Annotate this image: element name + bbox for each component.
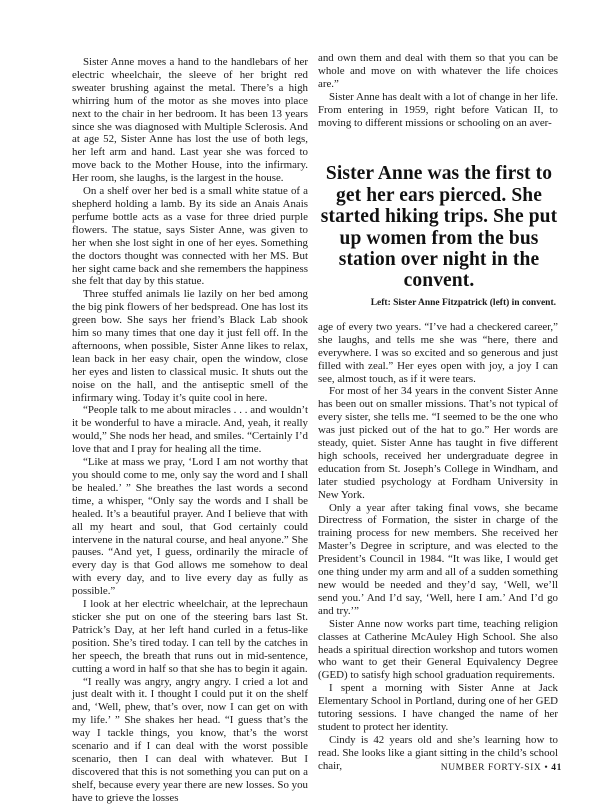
paragraph: Only a year after taking final vows, she became Directress of Formation, the sister in charge of the training process for new members. She received her Master’s Degree in scripture, and was elected to the President’s Council in 1984. “It was like, I would get one thing under my arm and all of a sudden something new would be needed and they’d say, ‘Well, we’ll send you.’ And I’d say, ‘Well, here I am.’ And I’d go and try.’” [318, 501, 558, 617]
paragraph: “I really was angry, angry angry. I cried a lot and just dealt with it. I thought I could put it on the shelf and, ‘Well, phew, that’s over, now I can get on with my life.’ ” She shakes her head. “I guess that’s the way I tackle things, you know, that’s the worst scenario and if I can deal with the worst possible scenario, then I can deal with whatever. But I discovered that this is not something you can put on a shelf, because every year there are new losses. So you have to grieve the losses [72, 675, 308, 804]
paragraph: I look at her electric wheelchair, at the leprechaun sticker she put on one of the steering bars last St. Patrick’s Day, at her left hand curled in a fetus-like position. She’s tired today. I can tell by the catches in her speech, the breath that runs out in mid-sentence, cutting a word in half so that she has to begin it again. [72, 598, 308, 675]
paragraph-continued: age of every two years. “I’ve had a checkered career,” she laughs, and tells me she was “here, there and everywhere. I was so excited and so generous and just filled with zeal.” Her eyes open with joy, a joy I can see, almost touch, as if it were tears. [318, 320, 558, 385]
paragraph: On a shelf over her bed is a small white statue of a shepherd holding a lamb. By its side an Anais Anais perfume bottle acts as a vase for three dried purple flowers. The statue, says Sister Anne, was given to her when she lost sight in one of her eyes. Something the doctors thought was connected with her MS. But her sight came back and she remembers the happiness she felt that day by this statue. [72, 185, 308, 288]
pull-quote: Sister Anne was the first to get her ears pierced. She started hiking trips. She put up women from the bus station over night in the convent. [320, 163, 558, 292]
issue-label: NUMBER FORTY-SIX [440, 763, 542, 773]
right-column [318, 52, 558, 773]
paragraph: Sister Anne moves a hand to the handlebars of her electric wheelchair, the sleeve of her bright red sweater brushing against the metal. There’s a high whirring hum of the motor as she moves into place next to the chair in her bedroom. It has been 13 years since she was diagnosed with Multiple Sclerosis. And at age 52, Sister Anne has lost the use of both legs, her left arm and hand. Last year she was forced to move back to the Mother House, into the infirmary. Her room, she laughs, is the largest in the house. [72, 56, 308, 185]
paragraph: For most of her 34 years in the convent Sister Anne has been out on smaller missions. That’s not typical of every sister, she tells me. “I seemed to be the one who was just picked out of the hat to go.” Her words are steady, quiet. Sister Anne has taught in five different high schools, received her undergraduate degree in education from St. Joseph’s College in Windham, and later studied psychology at Fordham University in New York. [318, 385, 558, 501]
page-number: 41 [551, 763, 562, 773]
paragraph: “People talk to me about miracles . . . and wouldn’t it be wonderful to have a miracle. And, yeah, it really would,” She nods her head, and smiles. “Certainly I’d love that and I pray for healing all the time. [72, 404, 308, 456]
paragraph: Sister Anne now works part time, teaching religion classes at Catherine McAuley High School. She also heads a spiritual direction workshop and tutors women who want to get their General Equivalency Degree (GED) to satisfy high school graduation requirements. [318, 617, 558, 682]
paragraph: I spent a morning with Sister Anne at Jack Elementary School in Portland, during one of her GED tutoring sessions. I have changed the name of her student to protect her identity. [318, 682, 558, 733]
paragraph-continued: and own them and deal with them so that you can be whole and move on with whatever the life choices are.” [318, 52, 558, 90]
photo-caption: Left: Sister Anne Fitzpatrick (left) in convent. [370, 297, 556, 308]
paragraph: “Like at mass we pray, ‘Lord I am not worthy that you should come to me, only say the word and I shall be healed.’ ” She breathes the last words a second time, a whisper, “Only say the words and I shall be healed. It’s a beautiful prayer. And I believe that with all my heart and soul, that God certainly could intervene in the natural course, and heal anyone.” She pauses. “And yet, I guess, ordinarily the miracle of every day is that God allows me somehow to deal with every day, and to live every day as fully as possible.” [72, 456, 308, 598]
footer-bullet: • [544, 763, 549, 773]
paragraph: Cindy is 42 years old and she’s learning how to read. She looks like a giant sitting in the child’s school chair, [318, 733, 558, 772]
paragraph: Three stuffed animals lie lazily on her bed among the big pink flowers of her bedspread. One has lost its green bow. She says her friend’s Black Lab shook him so many times that one day it just fell off. In the afternoons, when possible, Sister Anne likes to relax, lean back in her easy chair, open the window, close her eyes and listen to classical music. It shuts out the noise on the hall, and the antiseptic smell of the infirmary wing. Today it’s quite cool in here. [72, 288, 308, 404]
paragraph: Sister Anne has dealt with a lot of change in her life. From entering in 1959, right before Vatican II, to moving to different missions or schooling on an aver- [318, 90, 558, 129]
left-column [72, 56, 308, 805]
page-footer [441, 763, 562, 773]
